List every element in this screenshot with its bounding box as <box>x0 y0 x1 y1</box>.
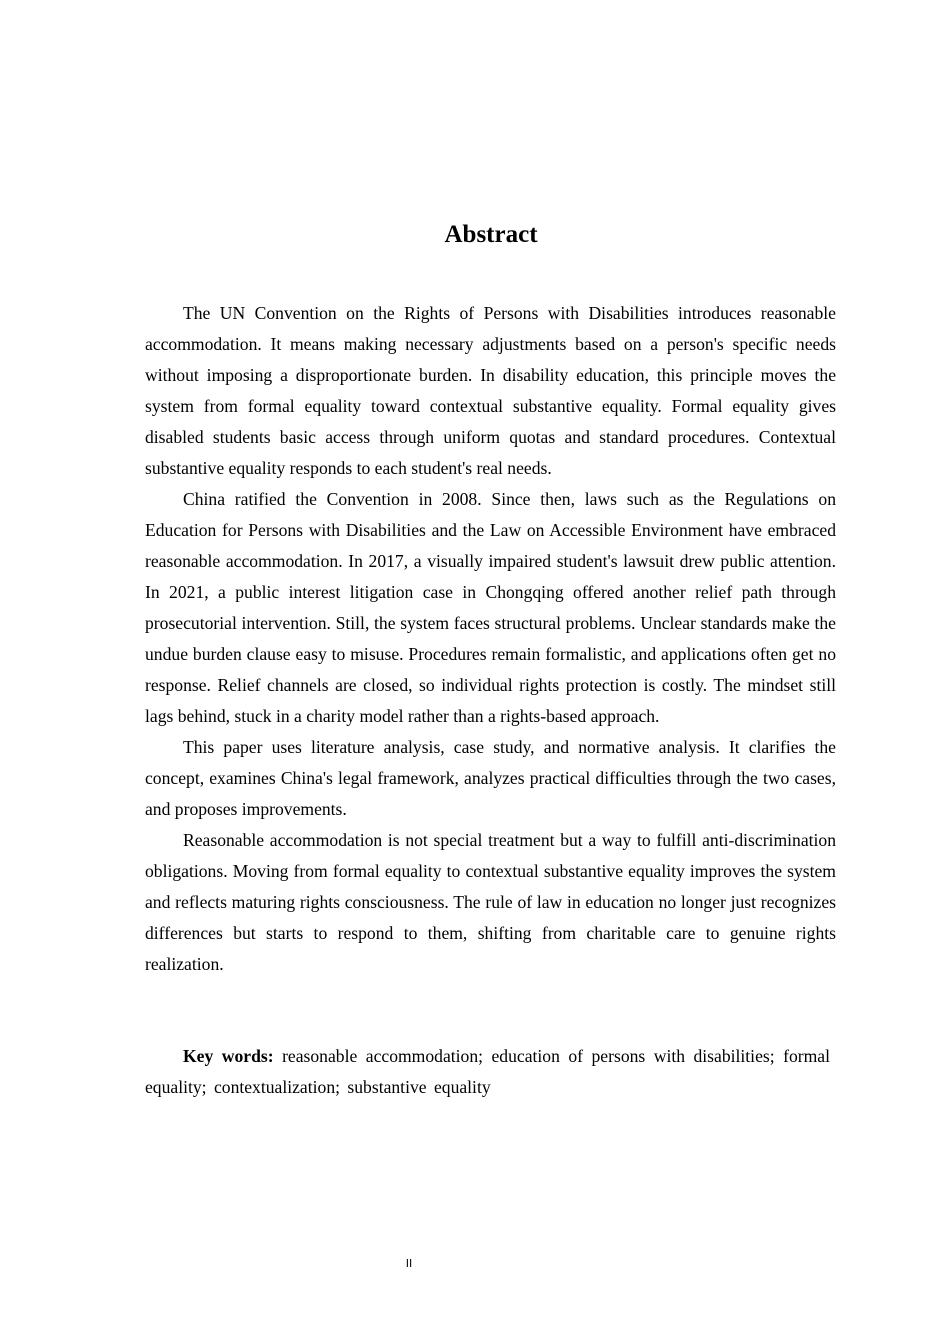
abstract-paragraph-4: Reasonable accommodation is not special treatment but a way to fulfill anti-discrimination obligations. Moving from formal equality to contextual substantive equality improves the system and reflects maturing rights consciousness. The rule of law in education no longer just recognizes differences but starts to respond to them, shifting from charitable care to genuine rights realization. <box>145 830 836 974</box>
keywords-text: reasonable accommodation; education of persons with disabilities; formal equality; contextualization; substantive equality <box>145 1046 830 1097</box>
keywords-label: Key words: <box>183 1046 274 1066</box>
abstract-paragraph-2: China ratified the Convention in 2008. Since then, laws such as the Regulations on Education for Persons with Disabilities and the Law on Accessible Environment have embraced reasonable accommodation. In 2017, a visually impaired student's lawsuit drew public attention. In 2021, a public interest litigation case in Chongqing offered another relief path through prosecutorial intervention. Still, the system faces structural problems. Unclear standards make the undue burden clause easy to misuse. Procedures remain formalistic, and applications often get no response. Relief channels are closed, so individual rights protection is costly. The mindset still lags behind, stuck in a charity model rather than a rights-based approach. <box>145 489 836 726</box>
abstract-body <box>145 298 836 980</box>
abstract-title: Abstract <box>444 221 538 248</box>
abstract-paragraph-1: The UN Convention on the Rights of Persons with Disabilities introduces reasonable accommodation. It means making necessary adjustments based on a person's specific needs without imposing a disproportionate burden. In disability education, this principle moves the system from formal equality toward contextual substantive equality. Formal equality gives disabled students basic access through uniform quotas and standard procedures. Contextual substantive equality responds to each student's real needs. <box>145 303 836 478</box>
page-number: II <box>405 1257 413 1270</box>
keywords-section <box>145 1041 830 1103</box>
abstract-paragraph-3: This paper uses literature analysis, case study, and normative analysis. It clarifies the concept, examines China's legal framework, analyzes practical difficulties through the two cases, and proposes improvements. <box>145 737 836 819</box>
